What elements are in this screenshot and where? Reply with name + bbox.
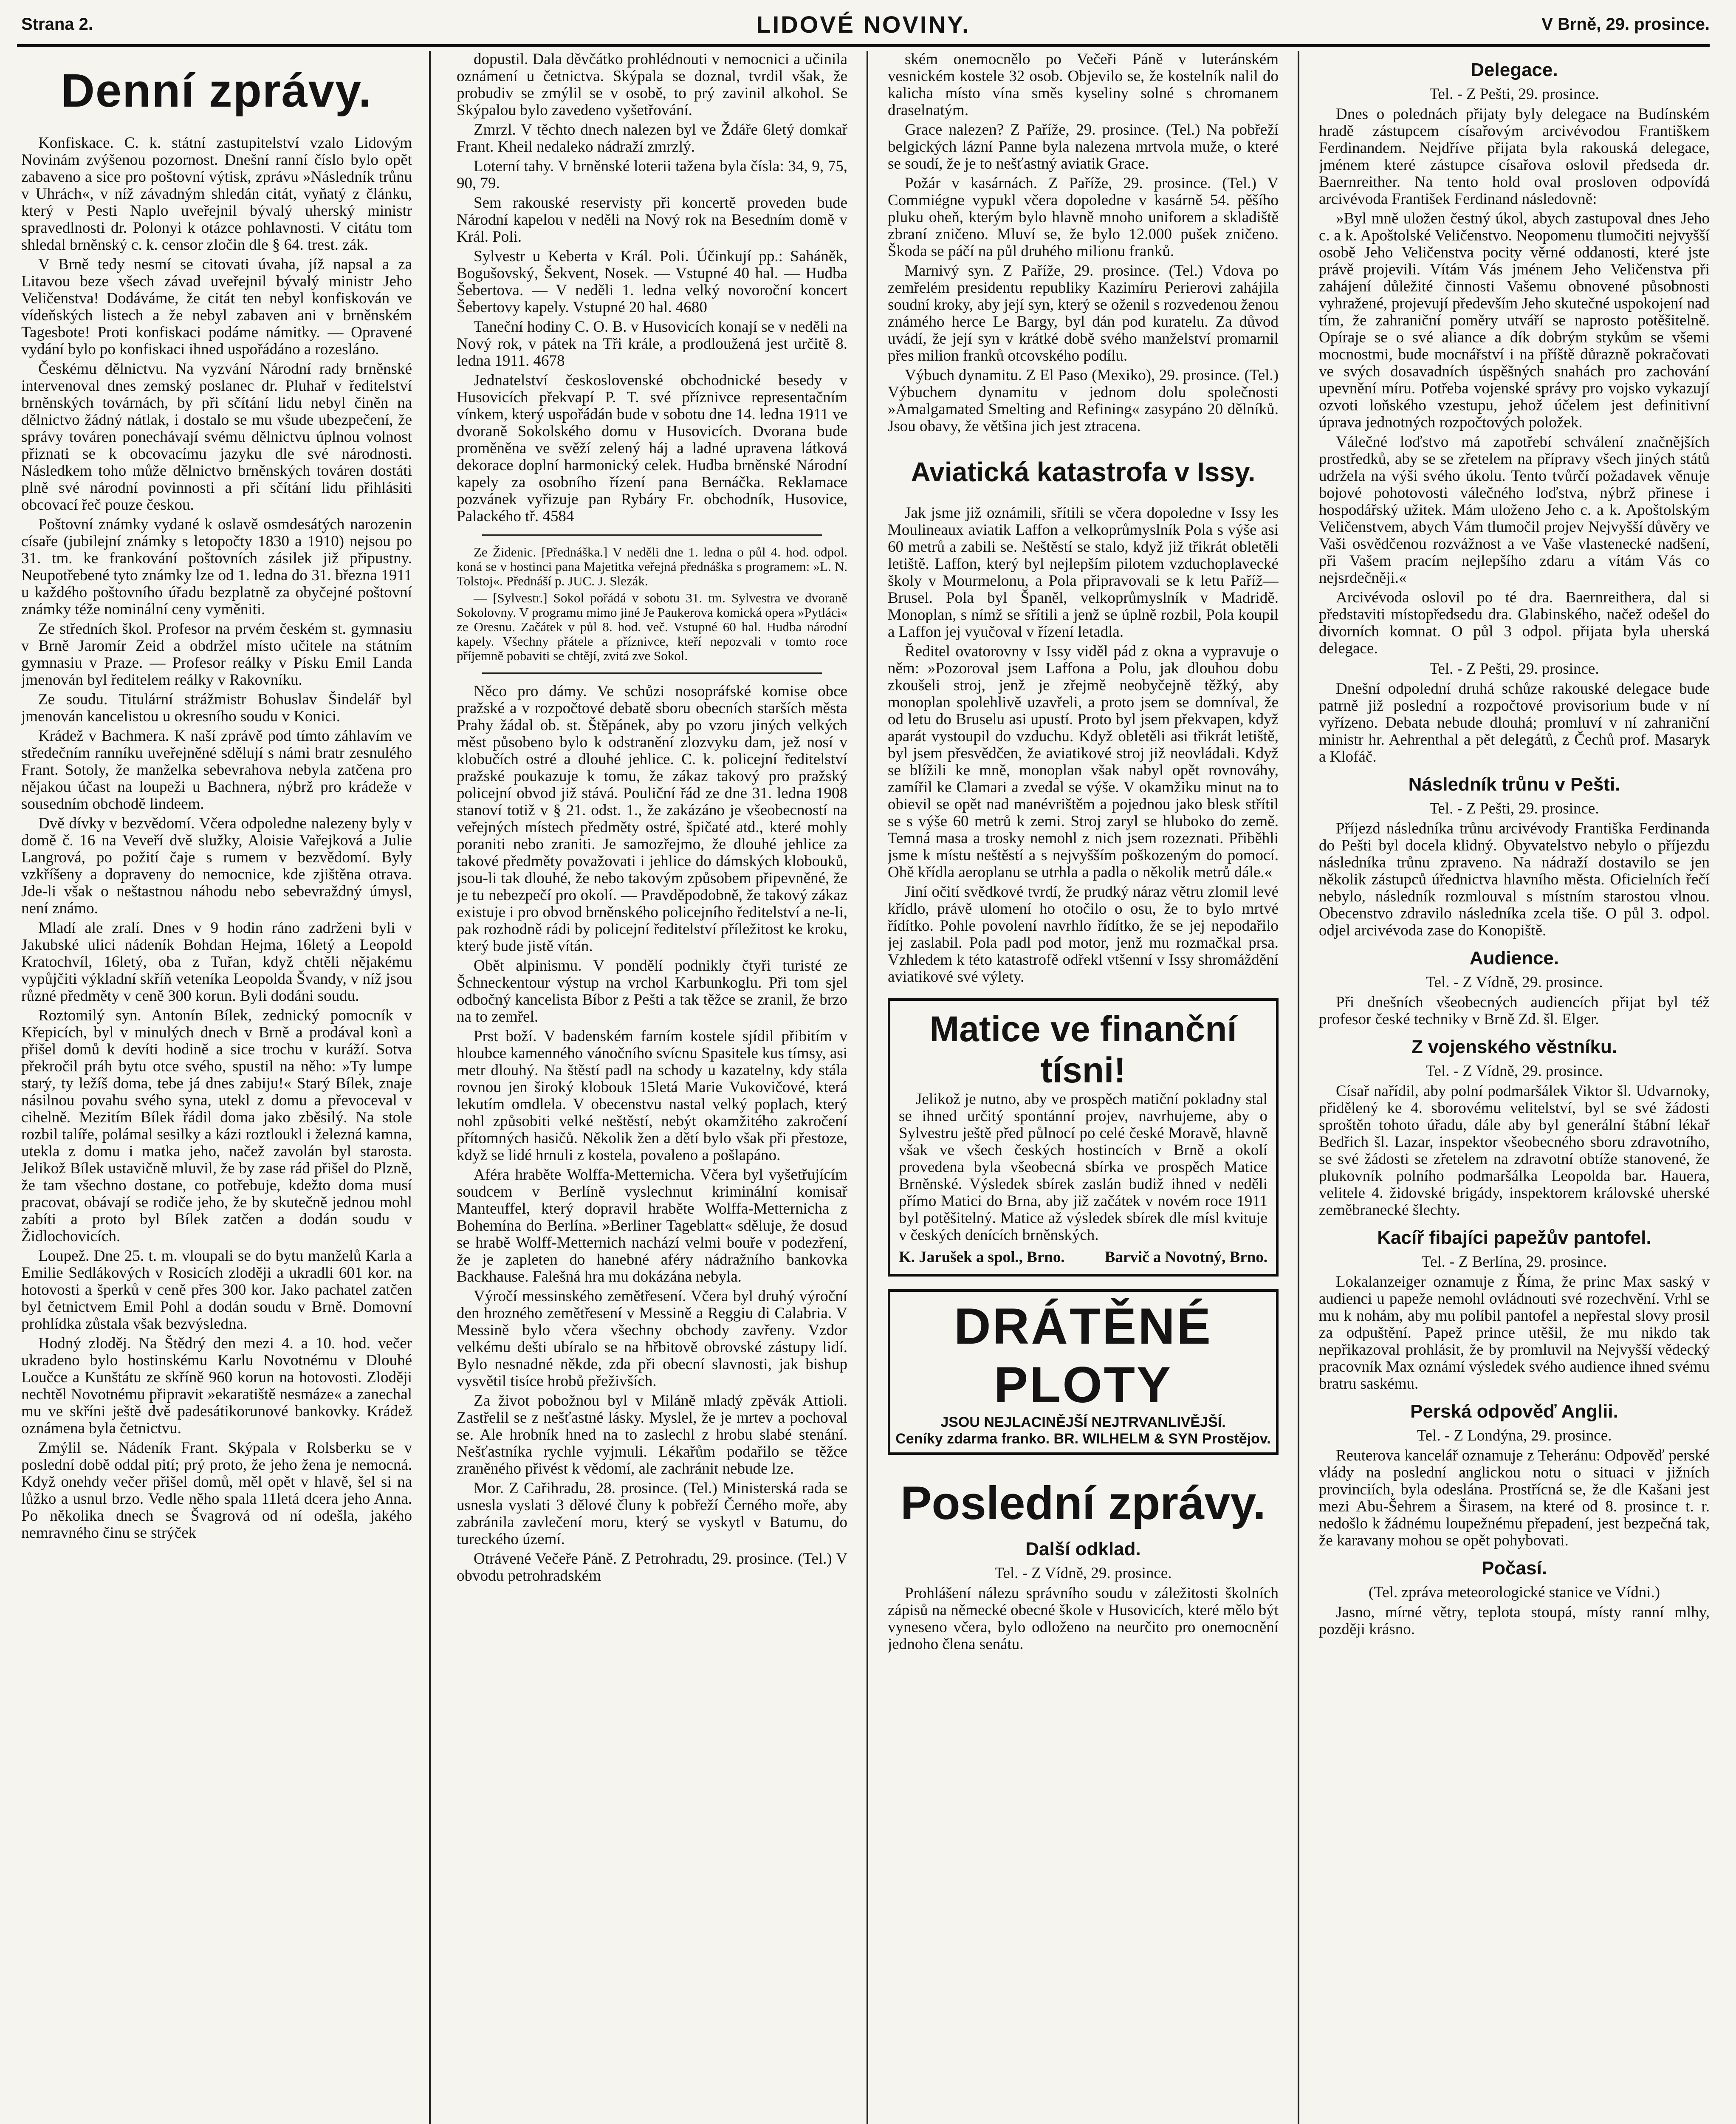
article-paragraph: Dnešní odpolední druhá schůze rakouské delegace bude patrně již poslední a rozpočtové provisorium bude v ní vyřízeno. Debata nebude dlouhá; promluví v ní zahraniční ministr hr. Aehrenthal a pět delegátů, z Čechů prof. Masaryk a Klofáč. [1319, 680, 1710, 765]
dateline: (Tel. zpráva meteorologické stanice ve Vídni.) [1368, 1584, 1660, 1601]
article-paragraph: Něco pro dámy. Ve schůzi nosopráfské komise obce pražské a v rozpočtové debatě sboru obecních starších města Prahy žádal ob. st. Štěpánek, aby po vzoru jiných velkých měst působeno bylo k odstranění zlozvyku dam, jež nosí v klobučích ostré a dlouhé jehlice. C. k. policejní ředitelství pražské poukazuje k tomu, že zákaz takový pro pražský policejní obvod již stává. Pouliční řád ze dne 31. ledna 1908 stanoví totiž v § 21. odst. 1., že zakázáno je všeobecností na veřejných místech předměty ostré, špičaté atd., které mohly poraniti nebo zraniti. Je samozřejmo, že dlouhé jehlice za takové předměty považovati i jehlice do dámských klobouků, jsou-li tak dlouhé, že nebo takovým způsobem připevněné, že je tu nebezpečí pro okolí. — Pravděpodobně, že takový zákaz existuje i pro obvod brněnského policejního ředitelství a ne-li, pak rozhodně rádi by policejní ředitelství příležitost ke kroku, který bude jistě vítán. [457, 683, 847, 955]
article-paragraph: Mor. Z Cařihradu, 28. prosince. (Tel.) Ministerská rada se usnesla vyslati 3 dělové čluny k pobřeží Černého moře, aby zabránila zavlečení moru, který se vyskytl v Batumu, do tureckého území. [457, 1480, 847, 1548]
article-paragraph: Ze soudu. Titulární strážmistr Bohuslav Šindelář byl jmenován kancelistou u okresního soudu v Konici. [21, 691, 412, 725]
article-paragraph: Reuterova kancelář oznamuje z Teheránu: Odpověď perské vlády na poslední anglickou notu o situaci v jižních provinciích, byla odeslána. Prostřícná se, že dle Kašani jest mezi Abu-Šehrem a Širasem, na které od 8. prosince t. r. nedošlo k žádnému loupežnému přepadení, jest bezpečná tak, že karavany mohou se opět pohybovati. [1319, 1447, 1710, 1549]
paper-title: LIDOVÉ NOVINY. [756, 11, 971, 38]
dateline: Tel. - Z Vídně, 29. prosince. [994, 1565, 1172, 1582]
article-paragraph: Zmýlil se. Nádeník Frant. Skýpala v Rolsberku se v poslední době oddal pití; prý proto, že jeho žena je nemocná. Když onehdy večer přišel domů, měl opět v hlavě, šel si na lůžko a usnul brzo. Vedle něho spala 11letá dcera jeho Anna. Po několika dnech se Švagrová od ní odešla, jakého nemravného činu se strýček [21, 1439, 412, 1542]
article-list [21, 135, 412, 1542]
article-list [457, 683, 847, 1585]
column-divider [867, 51, 868, 2124]
dateline: Tel. - Z Berlína, 29. prosince. [1421, 1253, 1607, 1271]
article-title: Delegace. [1471, 59, 1558, 80]
column-4 [1319, 51, 1710, 2124]
column-divider [1298, 51, 1299, 2124]
article-title: Perská odpověď Anglii. [1410, 1401, 1618, 1422]
article-paragraph: ském onemocnělo po Večeři Páně v luteránském vesnickém kostele 32 osob. Objevilo se, že kostelník nalil do kalicha místo vína směs kyseliny solné s chromanem draselnatým. [888, 51, 1279, 119]
box-text: Jelikož je nutno, aby ve prospěch matiční pokladny stal se ihned určitý spontánní projev, navrhujeme, aby o Sylvestru ještě před půlnocí po celé české Moravě, hlavně však ve všech českých hostincích v Brně a okolí provedena byla všeobecná sbírka ve prospěch Matice Brněnské. Výsledek sbírek zaslán budiž ihned v neděli přímo Matici do Brna, aby již začátek v novém roce 1911 byl potěšitelný. Matice až výsledek sbírek dle mísl kvituje v českých denících brněnských. [899, 1090, 1267, 1244]
ad-line: JSOU NEJLACINĚJŠÍ NEJTRVANLIVĚJŠÍ. [940, 1414, 1226, 1430]
article-title: Z vojenského věstníku. [1411, 1037, 1617, 1057]
signature-left: K. Jarušek a spol., Brno. [899, 1248, 1065, 1266]
article-body [1319, 681, 1710, 765]
article-paragraph: Hodný zloděj. Na Štědrý den mezi 4. a 10. hod. večer ukradeno bylo hostinskému Karlu Novotnému v Dlouhé Loučce a Kunštátu ze skříně 960 korun na hotovosti. Zloději nechtěl Novotnému připravit »ekaratiště nesmáze« a zanechal mu ve skříni ještě dvě padesátikorunové bankovky. Krádež oznámena byla četnictvu. [21, 1335, 412, 1437]
headline: Aviatická katastrofa v Issy. [911, 457, 1256, 487]
article-body [1319, 1274, 1710, 1392]
article-paragraph: Ředitel ovatorovny v Issy viděl pád z okna a vypravuje o něm: »Pozoroval jsem Laffona a Polu, jak dlouhou dobu zkoušeli stroj, jenž je zřejmě neobyčejně těžký, aby monoplan spolehlivě uzavřeli, a proto jsem se domníval, že od letu do Bruselu asi upustí. Proto byl jsem překvapen, když aparát vystoupil do vzduchu. Když obletěli asi třikrát letiště, byl jsem přesvědčen, že aviatikové stroj již neovládali. Když se blížili ke mně, monoplan však nabyl opět rovnováhy, zamířil ke Clamari a zvedal se výše. V okamžiku minut na to obievil se opět nad manévrištěm a pojednou jako blesk střítil se s výše 60 metrů k zemi. Stroj zaryl se hluboko do země. Temná masa a trosky nemohl z nich jsem rozeznati. Přiběhli jsme k místu neštěstí a s nejvyšším poškozeným do pomocí. Ohě křídla aeroplanu se utrhla a padla o několik metrů dále.« [888, 643, 1279, 881]
article-paragraph: Českému dělnictvu. Na vyzvání Národní rady brněnské intervenoval dnes zemský poslanec dr. Pluhař v ředitelství brněnských továrnách, by při sčítání lidu nebyl činěn na dělnictvo žádný nátlak, i dostalo se mu všude ubezpečení, že správy továren ponechávají svému dělnictvu úplnou volnost přiznati se k obcovacímu jazyku dle své národnosti. Následkem toho může dělnictvo brněnských továren dostáti plně své národní povinnosti a při sčítání lidu přihlásiti obcovací řeč pouze českou. [21, 360, 412, 514]
article-paragraph: Marnivý syn. Z Paříže, 29. prosince. (Tel.) Vdova po zemřelém presidentu republiky Kazimíru Perierovi zahájila soudní kroky, aby její syn, který se oženil s rozvedenou ženou známého herce Le Bargy, byl dán pod kuratelu. Za důvod uvádí, že její syn v krátké době svého manželství promarnil přes milion franků otcovského podílu. [888, 262, 1279, 364]
article-paragraph: Výročí messinského zemětřesení. Včera byl druhý výroční den hrozného zemětřesení v Messině a Reggiu di Calabria. V Messině bylo včera všechny obchody zavřeny. Vzdor velkému dešti ubíralo se na hřbitově obrovské zástupy lidí. Bylo nesnadné někde, zda při obecní slavnosti, jak bishup vysvětil tisíce hrobů přeživších. [457, 1288, 847, 1390]
matice-box [888, 998, 1279, 1277]
section-title: Poslední zprávy. [900, 1477, 1266, 1529]
article-paragraph: Loupež. Dne 25. t. m. vloupali se do bytu manželů Karla a Emilie Sedlákových v Rosicích zloději a ukradli 601 kor. na hotovosti a šperků v ceně přes 300 kor. Jako pachatel zatčen byl četnictvem Emil Pohl a dodán soudu v Brně. Domovní prohlídka zůstala však bezvýsledna. [21, 1247, 412, 1333]
article-paragraph: Za život pobožnou byl v Miláně mladý zpěvák Attioli. Zastřelil se z nešťastné lásky. Myslel, že je mrtev a pochoval se. Ale hrobník hned na to zaslechl z hrobu slabé stenání. Nešťastníka rychle vyjmuli. Lékařům podařilo se těžce zraněného přivést k vědomí, ale zachránit nebude lze. [457, 1392, 847, 1477]
article-paragraph: Příjezd následníka trůnu arcivévody Františka Ferdinanda do Pešti byl docela klidný. Obyvatelstvo nebylo o příjezdu následníka trůnu zpraveno. Na nádraží dostavilo se jen několik zástupců úřednictva hlavního města. Oficielních řečí nebylo, následník rozmlouval s místním starostou vlnou. Obecenstvo zdravilo následníka zcela tiše. O půl 3. odpol. odjel arcivévoda zase do Konopiště. [1319, 820, 1710, 939]
dateline: Tel. - Z Vídně, 29. prosince. [1425, 974, 1603, 991]
section-title: Denní zprávy. [61, 65, 373, 117]
article-paragraph: Roztomilý syn. Antonín Bílek, zednický pomocník v Křepicích, byl v minulých dnech v Brně a prodával konì a přišel domů k devíti hodině a sice trochu v kuráží. Sotva překročil práh bytu otce svého, spustil na něho: »Ty lumpe starý, ty ležíš doma, tebe já dnes zabiju!« Starý Bílek, znaje násilnou povahu svého syna, utekl z domu a převoceval v cihelně. Mezitím Bílek řádil doma jako zběsilý. Na stole rozbil talíře, polámal sesilky a kázi roztloukl i železná kamna, utekla z domu i matka jeho, načež zavolán byl starosta. Jelikož Bílek ustavičně mluvil, že by zase rád přišel do Plzně, že tam všechno dostane, co potřebuje, kdežto doma musí pracovat, obávají se rodiče jeho, že by skutečně jednou mohl zabíti a proto byl Bílek zatčen a dodán soudu v Židlochovicích. [21, 1007, 412, 1245]
dateline: Tel. - Z Vídně, 29. prosince. [1425, 1062, 1603, 1080]
article-paragraph: Krádež v Bachmera. K naší zprávě pod tímto záhlavím ve středečním ranníku uveřejněné sdělují s námi bratr zesnulého Frant. Sotoly, že manželka sebevrahova nebyla zatčena pro nějakou účast na loupeži u Bachnera, nýbrž pro krádeže v sousedním obchodě lindeem. [21, 727, 412, 813]
article-title: Počasí. [1481, 1558, 1547, 1579]
article-paragraph: Taneční hodiny C. O. B. v Husovicích konají se v neděli na Nový rok, v pátek na Tři krále, a prodloužená jest určitě 8. ledna 1911. 4678 [457, 318, 847, 370]
article-paragraph: Zmrzl. V těchto dnech nalezen byl ve Ždáře 6letý domkař Frant. Kheil nedaleko nádraží zmrzlý. [457, 121, 847, 155]
article-paragraph: Válečné loďstvo má zapotřebí schválení značnějších prostředků, aby se se zřetelem na přípravy všech jiných států udržela na výši svého úkolu. Tento tvůrčí požadavek věnuje bojové pohotovosti válečného loďstva, nýbrž přinese i hospodářský užitek. Mám uloženo Jeho c. a k. Apoštolským Veličenstvem, abych Vám tlumočil projev Nejvyšší důvěry ve Vaši osvědčenou rozvážnost a ve Vaše vlastenecké nadšení, při Vašem pracím nejlepšího zdaru a vítám Vás co nejsrdečněji.« [1319, 433, 1710, 587]
article-paragraph: Grace nalezen? Z Paříže, 29. prosince. (Tel.) Na pobřeží belgických lázní Panne byla nalezena mrtvola muže, o které se soudí, že je to nešťastný aviatik Grace. [888, 121, 1279, 172]
article-list [888, 505, 1279, 986]
article-body [1319, 106, 1710, 657]
column-2 [457, 51, 847, 2124]
dateline: Tel. - Z Pešti, 29. prosince. [1429, 85, 1599, 103]
article-paragraph: Jednatelství československé obchodnické besedy v Husovicích překvapí P. T. své příznivce representačním vínkem, který uspořádán bude v sobotu dne 14. ledna 1911 ve dvoraně Sokolského domu v Husovicích. Dvorana bude proměněna ve svěží zelený háj a ladné upravena látková dekorace doplní harmonický celek. Hudba brněnské Národní kapely za osobního řízení pana Bernáčka. Reklamace pozvánek vyřizuje pan Rybáry Fr. obchodník, Husovice, Palackého tř. 4584 [457, 372, 847, 525]
article-title: Následník trůnu v Pešti. [1408, 774, 1620, 795]
article-paragraph: »Byl mně uložen čestný úkol, abych zastupoval dnes Jeho c. a k. Apoštolské Veličenstvo. Neopomenu tlumočiti nejvyšší osobě Jeho Veličenstva pocity věrné oddanosti, které jste právě projevili. Vítám Vás jménem Jeho Veličenstva při zahájení důležité činnosti Vašemu obnovené působnosti vyhražené, projevují především Jeho skutečné uspokojení nad tím, že zahraniční poměry utváří se naprosto potěšitelně. Opíraje se o své aliance a dík dobrým stykům se všemi mocnostmi, bude mocnářství i na příště důrazně pokračovati ve svých dosavadních úspěšných snahách pro zachování upevnění míru. Potřeba vojenské správy pro vojsko vykazují ozvoti loňského vzestupu, jehož účelem jest definitivní úprava jednotných rozpočtových položek. [1319, 210, 1710, 431]
article-paragraph: Lokalanzeiger oznamuje z Říma, že princ Max saský v audienci u papeže nemohl ovládnouti své rozechvění. Vrhl se mu k nohám, aby mu políbil pantofel a nepřestal slovy prosil za odpuštění. Papež prince utěšil, že mu nikdo tak nepřikazoval prohlásit, že by promluvil na Nejvyšší vědecký pracovník Max oznámí výsledek svého audience ihned svému bratru saskému. [1319, 1273, 1710, 1392]
article-title: Kacíř fibajíci papežův pantofel. [1377, 1227, 1651, 1248]
article-title: Audience. [1469, 948, 1559, 969]
dateline: Tel. - Z Pešti, 29. prosince. [1429, 800, 1599, 817]
article-paragraph: Prst boží. V badenském farním kostele sjídil přibitím v hloubce kamenného vánočního svícnu Spasitele kus tímsy, asi metr dlouhý. Na štěstí padl na schody u kazatelny, kdy stála rovnou jen široký klobouk 15letá Marie Vukovičové, která lekutím omdlela. V obecenstvu nastal velký poplach, který nohl způsobiti velké neštěstí, nebýt okamžitého zakročení přítomných hasičů. Několik žen a dětí bylo však při přestoze, když se lidé hrnuli z kostela, povaleno a pošlapáno. [457, 1028, 847, 1164]
small-notices [457, 545, 847, 663]
column-3 [888, 51, 1279, 2124]
article-paragraph: Konfiskace. C. k. státní zastupitelství vzalo Lidovým Novinám zvýšenou pozornost. Dnešní ranní číslo bylo opět zabaveno a sice pro poštovní výtisk, zprávu »Následník trůnu v Uhrách«, v níž závadným shledán citát, vyňatý z článku, který v Pesti Naplo uveřejnil bývalý uherský ministr spravedlnosti dr. Polonyi k otázce pohlavnosti. V citátu tom shledal brněnský c. k. censor zločin dle § 64. trest. zák. [21, 134, 412, 254]
ad-line: Ceníky zdarma franko. BR. WILHELM & SYN Prostějov. [895, 1431, 1271, 1447]
signature-right: Barvič a Novotný, Brno. [1104, 1248, 1267, 1266]
page-label: Strana 2. [21, 15, 93, 34]
article-body [1319, 1447, 1710, 1549]
article-list [888, 51, 1279, 435]
article-body [1319, 820, 1710, 939]
notice-paragraph: — [Sylvestr.] Sokol pořádá v sobotu 31. tm. Sylvestra ve dvoraně Sokolovny. V programu mimo jiné Je Paukerova komická opera »Pytláci« ze Oresnu. Začátek v půl 8. hod. več. Vstupné 60 hal. Hudba národní kapely. Všechny přátele a příznivce, kteří nepozvali v tomto roce příjemně pobaviti se chtějí, zvitá zve Sokol. [457, 590, 847, 663]
article-title: Další odklad. [1025, 1539, 1141, 1559]
dateline: Tel. - Z Pešti, 29. prosince. [1429, 660, 1599, 678]
page-header [17, 8, 1710, 47]
article-paragraph: Požár v kasárnách. Z Paříže, 29. prosince. (Tel.) V Commiégne vypukl včera dopoledne v kasárně 54. pěšího pluku oheň, kterým bylo hlavně mnoho uniforem a skladiště zbraní zničeno. Mluví se, že bylo 12.000 pušek zničeno. Škoda se páčí na půl druhého milionu franků. [888, 175, 1279, 260]
advertisement [888, 1289, 1279, 1455]
column-1 [21, 51, 412, 2124]
ad-title: DRÁTĚNÉ PLOTY [954, 1298, 1213, 1413]
header-rule [17, 44, 1710, 47]
article-paragraph: Ze středních škol. Profesor na prvém českém st. gymnasiu v Brně Jaromír Zeid a obdržel místo učitele na státním gymnasiu v Praze. — Profesor reálky v Písku Emil Landa jmenován byl ředitelem reálky v Rakovníku. [21, 620, 412, 689]
article-body [1319, 1604, 1710, 1638]
article-paragraph: Arcivévoda oslovil po té dra. Baernreithera, dal si představiti místopředsedu dra. Glabinského, načež odešel do divorních komnat. O půl 3 odpol. přijata byla uherská delegace. [1319, 589, 1710, 657]
article-paragraph: Obět alpinismu. V pondělí podnikly čtyři turisté ze Šchneckentour výstup na vrchol Karbunkoglu. Při tom sjel odbočný kancelista Bíbor z Pešti a tak těžce se zranil, že brzo na to zemřel. [457, 957, 847, 1025]
article-paragraph: Dvě dívky v bezvědomí. Včera odpoledne nalezeny byly v domě č. 16 na Veveří dvě služky, Aloisie Vařejková a Julie Langrová, po požití čaje s rumem v bezvědomí. Byly vzkříšeny a dopraveny do nemocnice, kde zjištěna otrava. Jde-li však o neštastnou náhodu nebo sebevraždný úmysl, není známo. [21, 815, 412, 917]
notice-paragraph: Ze Židenic. [Přednáška.] V neděli dne 1. ledna o půl 4. hod. odpol. koná se v hostinci pana Majetitka veřejná přednáška s programem: »L. N. Tolstoj«. Přednáší p. JUC. J. Slezák. [457, 545, 847, 588]
article-paragraph: Císař nařídil, aby polní podmaršálek Viktor šl. Udvarnoky, přidělený ke 4. sborovému velitelství, byl se své žádosti sproštěn tohoto úřadu, dále aby byl generální štábní lékař Bedřich šl. Lazar, inspektor všeobecného sboru zdravotního, se své žádosti se zřetelem na zdravotní obtíže stanovené, že plukovník polního podmaršálka Leopolda bar. Hauera, velitele 4. židovské brigády, inspektorem královské uherské zeměbranecké šlechty. [1319, 1082, 1710, 1219]
article-paragraph: Výbuch dynamitu. Z El Paso (Mexiko), 29. prosince. (Tel.) Výbuchem dynamitu v jednom dolu společnosti »Amalgamated Smelting and Refining« zasypáno 20 dělníků. Jsou obavy, že většina jich jest ztracena. [888, 367, 1279, 435]
dateline: Tel. - Z Londýna, 29. prosince. [1417, 1427, 1612, 1444]
article-paragraph: Při dnešních všeobecných audiencích přijat byl též profesor české techniky v Brně Zd. šl. Elger. [1319, 994, 1710, 1028]
article-paragraph: Sem rakouské reservisty při koncertě proveden bude Národní kapelou v neděli na Nový rok na Besedním domě v Král. Poli. [457, 194, 847, 246]
article-paragraph: Sylvestr u Keberta v Král. Poli. Účinkují pp.: Saháněk, Bogušovský, Šekvent, Nosek. — Vstupné 40 hal. — Hudba Šebertova. — V neděli 1. ledna velký novoroční koncert Šebertovy kapely. Vstupné 20 hal. 4680 [457, 248, 847, 316]
separator [482, 534, 822, 536]
article-paragraph: Mladí ale zralí. Dnes v 9 hodin ráno zadrženi byli v Jakubské ulici nádeník Bohdan Hejma, 16letý a Leopold Kratochvíl, 16letý, oba z Tuřan, když chtěli nějakému vypůjčiti výkladní skříň veteníka Leopolda Švandy, v níž jsou různé předměty v ceně 300 korun. Byli dodáni soudu. [21, 919, 412, 1005]
article-paragraph: Loterní tahy. V brněnské loterii tažena byla čísla: 34, 9, 75, 90, 79. [457, 158, 847, 192]
separator [482, 672, 822, 674]
place-date: V Brně, 29. prosince. [1541, 15, 1710, 34]
article-paragraph: Poštovní známky vydané k oslavě osmdesátých narozenin císaře (jubilejní známky s letopočty 1830 a 1910) nejsou po 31. tm. ke frankování poštovních zásilek již připustny. Neupotřebené tyto známky lze od 1. ledna do 31. března 1911 u každého poštovního úřadu bezplatně za obyčejné poštovní známky téže nominální ceny vyměniti. [21, 516, 412, 618]
column-divider [429, 51, 431, 2124]
article-paragraph: Jak jsme již oznámili, sřítili se včera dopoledne v Issy les Moulineaux aviatik Laffon a velkoprůmyslník Pola s výše asi 60 metrů a zabili se. Neštěstí se stalo, když již třikrát obletěli letiště. Laffon, který byl nejlepším pilotem vzduchoplavecké školy v Mourmelonu, a Pola připravovali se k letu Paříž—Brusel. Pola byl Španěl, velkoprůmyslník v Madridě. Monoplan, s nímž se sřítili a jenž se úplně rozbil, Pola koupil a Laffon jej vyučoval v řízení letadla. [888, 504, 1279, 641]
article-paragraph: Otrávené Večeře Páně. Z Petrohradu, 29. prosince. (Tel.) V obvodu petrohradském [457, 1550, 847, 1585]
article-paragraph: Jiní očití svědkové tvrdí, že prudký náraz větru zlomil levé křídlo, právě ulomení ho otočilo o osu, že to bylo mrtvé řídítko. Pohle povolení navrhlo řídítko, že se jej nepodařilo jej zaslabil. Pola padl pod motor, jenž mu rozmačkal prsa. Vzhledem k této katastrofě odřekl vtšenní v Issy shromáždění aviatikové své výlety. [888, 883, 1279, 986]
article-paragraph: dopustil. Dala děvčátko prohlédnouti v nemocnici a učinila oznámení u četnictva. Skýpala se doznal, tvrdil však, že probudiv se zmýlil se v osobě, to prý zavinil alkohol. Se Skýpalou bylo zavedeno vyšetřování. [457, 51, 847, 119]
article-body [1319, 994, 1710, 1028]
article-paragraph: Dnes o polednách přijaty byly delegace na Budínském hradě zástupcem císařovým arcivévodou Františkem Ferdinandem. Nejdříve přijata byla rakouská delegace, jménem které zástupce císařova oslovil předseda dr. Baernreither. Na tento hold oval prosloven odpovídá arcivévoda František Ferdinand následovně: [1319, 105, 1710, 208]
article-list [457, 51, 847, 525]
article-paragraph: Jasno, mírné větry, teplota stoupá, místy ranní mlhy, později krásno. [1319, 1604, 1710, 1638]
article-paragraph: V Brně tedy nesmí se citovati úvaha, jíž napsal a za Litavou beze všech závad uveřejnil bývalý ministr Jeho Veličenstva! Dodáváme, že citát ten nebyl konfiskován ve vídeňských listech a že nebyl zabaven ani v brněnském Tagesbote! Proti konfiskaci podáme námitky. — Opravené vydání bylo po konfiskaci ihned uspořádáno a rozesláno. [21, 256, 412, 358]
box-signatures [899, 1248, 1267, 1266]
article-paragraph: Aféra hraběte Wolffa-Metternicha. Včera byl vyšetřujícím soudcem v Berlíně vyslechnut kriminální komisař Manteuffel, který dopravil hraběte Wolffa-Metternicha z Bohemína do Berlína. »Berliner Tageblatt« sděluje, že dosud se hrabě Wolff-Metternich nachází velmi bouře v podezření, že je zapleten do hanebné aféry nádražního bankovka Backhause. Falešná hra mu dokázána nebyla. [457, 1166, 847, 1285]
box-title: Matice ve finanční tísni! [929, 1009, 1237, 1090]
article-text: Prohlášení nálezu správního soudu v záležitosti školních zápisů na německé obecné škole v Husovicích, které mělo být vyneseno včera, bylo odloženo na neurčito pro onemocnění jednoho člena senátu. [888, 1585, 1279, 1653]
article-body [1319, 1083, 1710, 1219]
